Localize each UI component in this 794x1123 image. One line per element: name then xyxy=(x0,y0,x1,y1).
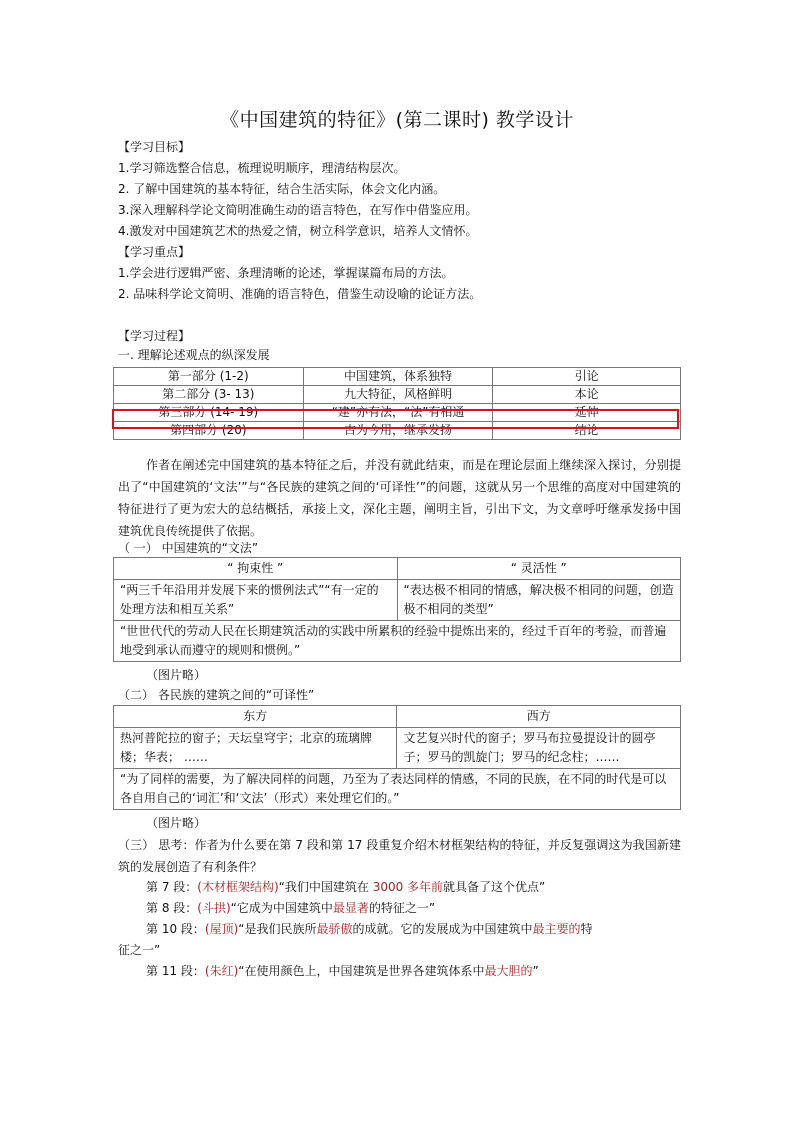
term-highlight: (木材框架结构) xyxy=(197,880,279,894)
table-cell: “表达极不相同的情感，解决极不相同的问题，创造极不相同的类型” xyxy=(397,580,681,621)
table-header-cell: “ 灵活性 ” xyxy=(397,558,681,580)
table-cell: 第一部分 (1-2) xyxy=(114,368,304,386)
term-highlight: (屋顶) xyxy=(204,922,239,936)
term-highlight: (朱红) xyxy=(204,964,239,978)
emphasis-text: 最主要的 xyxy=(532,922,581,936)
table-row xyxy=(114,558,681,580)
emphasis-text: 最骄傲 xyxy=(316,922,353,936)
part2-heading: （二） 各民族的建筑之间的“可译性” xyxy=(118,688,315,702)
emphasis-text: 3000 多年前 xyxy=(372,880,444,894)
image-omitted-note: （图片略） xyxy=(146,668,207,682)
image-omitted-note: （图片略） xyxy=(146,816,207,830)
quote-text: “它成为中国建筑中 xyxy=(230,901,333,915)
table-cell: 九大特征，风格鲜明 xyxy=(303,386,493,404)
table-row xyxy=(114,728,681,769)
page-title: 《中国建筑的特征》(第二课时) 教学设计 xyxy=(220,109,574,131)
key-point-item: 2. 品味科学论文简明、准确的语言特色，借鉴生动设喻的论证方法。 xyxy=(118,287,482,301)
structure-table xyxy=(113,367,681,440)
paragraph-label: 第 8 段： xyxy=(146,901,198,915)
objectives-heading: 【学习目标】 xyxy=(118,140,191,154)
translatability-table xyxy=(113,705,681,810)
table-cell: 结论 xyxy=(493,422,681,440)
paragraph-label: 第 7 段： xyxy=(146,880,198,894)
paragraph-10-line xyxy=(146,920,593,938)
paragraph-7-line xyxy=(146,878,545,896)
grammar-table xyxy=(113,557,681,662)
quote-text: 特 xyxy=(580,922,593,936)
table-cell: 热河普陀拉的窗子；天坛皇穹宇；北京的琉璃牌楼；华表； …… xyxy=(114,728,397,769)
analysis-paragraph: 作者在阐述完中国建筑的基本特征之后，并没有就此结束，而是在理论层面上继续深入探讨，分别提出了“中国建筑的‘文法’”与“各民族的建筑之间的‘可译性’”的问题，这就从另一个思维的高度对中国建筑的特征进行了更为宏大的总结概括，承接上文，深化主题，阐明主旨，引出下文，为文章呼吁继承发扬中国建筑优良传统提供了依据。 xyxy=(118,458,681,538)
table-cell: “建”亦有法，“法”有相通 xyxy=(303,404,493,422)
emphasis-text: 最大胆的 xyxy=(484,964,533,978)
process-heading: 【学习过程】 xyxy=(118,329,191,343)
paragraph-11-line xyxy=(146,962,539,980)
table-row xyxy=(114,368,681,386)
key-point-item: 1.学会进行逻辑严密、条理清晰的论述，掌握谋篇布局的方法。 xyxy=(118,266,454,280)
term-highlight: (斗拱) xyxy=(197,901,231,915)
quote-text: 就具备了这个优点” xyxy=(443,880,546,894)
table-row xyxy=(114,580,681,621)
table-cell: 第四部分 (20) xyxy=(114,422,304,440)
highlight-box xyxy=(112,409,679,429)
paragraph-10-continuation: 征之一” xyxy=(118,943,161,957)
quote-text: 的成就。它的发展成为中国建筑中 xyxy=(352,922,533,936)
emphasis-text: 最显著 xyxy=(332,901,369,915)
table-cell: 延伸 xyxy=(493,404,681,422)
quote-text: “我们中国建筑在 xyxy=(278,880,373,894)
objective-item: 2. 了解中国建筑的基本特征，结合生活实际，体会文化内涵。 xyxy=(118,182,446,196)
quote-text: 的特征之一” xyxy=(368,901,436,915)
table-header-cell: “ 拘束性 ” xyxy=(114,558,398,580)
table-cell: “两三千年沿用并发展下来的惯例法式”“有一定的处理方法和相互关系” xyxy=(114,580,398,621)
objective-item: 1.学习筛选整合信息，梳理说明顺序，理清结构层次。 xyxy=(118,161,406,175)
key-points-heading: 【学习重点】 xyxy=(118,245,191,259)
table-row xyxy=(114,386,681,404)
table-header-cell: 东方 xyxy=(114,706,397,728)
table-row xyxy=(114,769,681,810)
table-cell: 第三部分 (14- 19) xyxy=(114,404,304,422)
table-cell: 第二部分 (3- 13) xyxy=(114,386,304,404)
part1-heading: （ 一） 中国建筑的“文法” xyxy=(118,541,259,555)
table-row xyxy=(114,706,681,728)
table-cell: 引论 xyxy=(493,368,681,386)
paragraph-label: 第 11 段： xyxy=(146,964,205,978)
objective-item: 4.激发对中国建筑艺术的热爱之情，树立科学意识，培养人文情怀。 xyxy=(118,224,478,238)
table-cell: 文艺复兴时代的窗子；罗马布拉曼提设计的圆亭子；罗马的凯旋门；罗马的纪念柱；…… xyxy=(397,728,681,769)
table-cell: 本论 xyxy=(493,386,681,404)
part3-question: （三） 思考：作者为什么要在第 7 段和第 17 段重复介绍木材框架结构的特征，并反复强调这为我国新建筑的发展创造了有利条件？ xyxy=(118,838,681,874)
table-header-cell: 西方 xyxy=(397,706,681,728)
table-cell: 古为今用，继承发扬 xyxy=(303,422,493,440)
objective-item: 3.深入理解科学论文简明准确生动的语言特色，在写作中借鉴应用。 xyxy=(118,203,478,217)
paragraph-8-line xyxy=(146,899,435,917)
quote-text: ” xyxy=(532,964,539,978)
quote-text: “是我们民族所 xyxy=(238,922,317,936)
table-cell: “为了同样的需要，为了解决同样的问题，乃至为了表达同样的情感，不同的民族，在不同的时代是可以各自用自己的‘词汇’和‘文法’（形式）来处理它们的。” xyxy=(114,769,681,810)
quote-text: “在使用颜色上，中国建筑是世界各建筑体系中 xyxy=(238,964,485,978)
table-row xyxy=(114,621,681,662)
paragraph-label: 第 10 段： xyxy=(146,922,205,936)
table-cell: “世世代代的劳动人民在长期建筑活动的实践中所累积的经验中提炼出来的，经过千百年的考验，而普遍地受到承认而遵守的规则和惯例。” xyxy=(114,621,681,662)
table-cell: 中国建筑，体系独特 xyxy=(303,368,493,386)
section1-heading: 一. 理解论述观点的纵深发展 xyxy=(118,348,270,362)
